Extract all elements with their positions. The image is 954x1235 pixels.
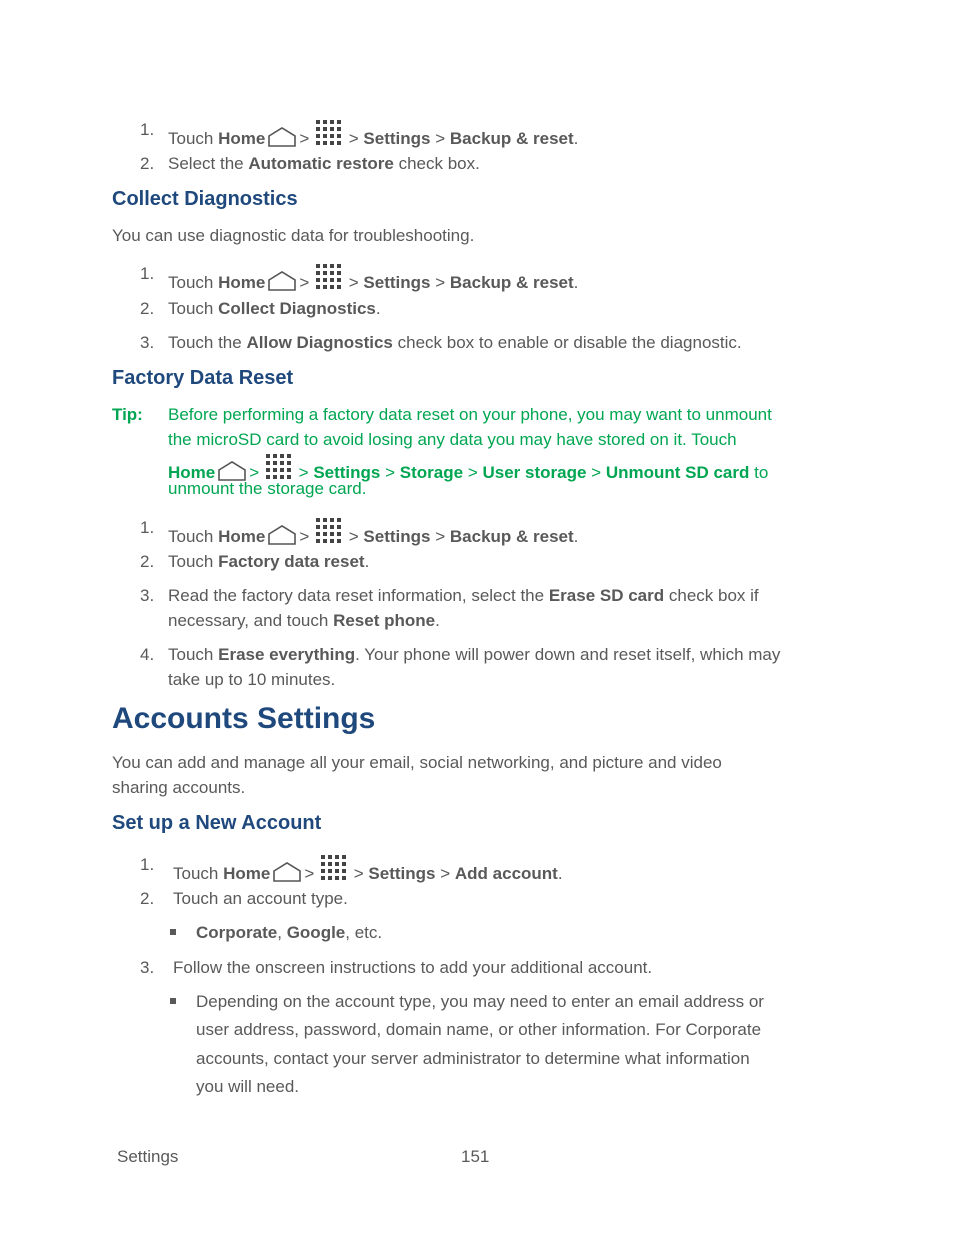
step-add-account: Touch Home > > Settings > Add account.	[173, 855, 563, 884]
step-erase-sd-line-1: Read the factory data reset information, select the Erase SD card check box if	[168, 586, 759, 605]
step-erase-everything-line-2: take up to 10 minutes.	[168, 670, 336, 689]
step-erase-everything-line-1: Touch Erase everything. Your phone will power down and reset itself, which may	[168, 645, 781, 664]
step-number: 2.	[140, 154, 155, 173]
heading-collect-diagnostics: Collect Diagnostics	[112, 188, 298, 210]
step-onscreen-instructions: Follow the onscreen instructions to add your additional account.	[173, 958, 653, 977]
home-icon	[267, 127, 297, 147]
apps-grid-icon	[321, 855, 347, 881]
page-title-accounts-settings: Accounts Settings	[112, 702, 376, 735]
footer-page-number: 151	[461, 1147, 490, 1166]
step-number: 3.	[140, 958, 155, 977]
accounts-intro-line-2: sharing accounts.	[112, 778, 246, 797]
step-number: 1.	[140, 120, 155, 139]
apps-grid-icon	[316, 120, 342, 146]
apps-grid-icon	[266, 454, 292, 480]
heading-set-up-new-account: Set up a New Account	[112, 812, 322, 834]
tip-line-2: the microSD card to avoid losing any data you may have stored on it. Touch	[168, 430, 737, 449]
step-number: 3.	[140, 586, 155, 605]
footer-section-name: Settings	[117, 1147, 179, 1166]
home-icon	[272, 862, 302, 882]
bullet-account-types: Corporate, Google, etc.	[196, 923, 383, 942]
home-icon	[267, 271, 297, 291]
step-allow-diagnostics: Touch the Allow Diagnostics check box to enable or disable the diagnostic.	[168, 333, 742, 352]
step-number: 4.	[140, 645, 155, 664]
bullet-note-line-3: accounts, contact your server administrator to determine what information	[196, 1049, 750, 1068]
home-icon	[217, 461, 247, 481]
tip-line-4: unmount the storage card.	[168, 479, 367, 498]
heading-factory-data-reset: Factory Data Reset	[112, 367, 294, 389]
step-number: 2.	[140, 552, 155, 571]
step-number: 2.	[140, 889, 155, 908]
step-backup-reset-1: Touch Home > > Settings > Backup & reset.	[168, 120, 578, 149]
step-account-type: Touch an account type.	[173, 889, 348, 908]
step-number: 3.	[140, 333, 155, 352]
step-automatic-restore: Select the Automatic restore check box.	[168, 154, 480, 173]
accounts-intro-line-1: You can add and manage all your email, social networking, and picture and video	[112, 753, 722, 772]
home-icon	[267, 525, 297, 545]
bullet-square	[170, 929, 176, 935]
step-number: 1.	[140, 518, 155, 537]
bullet-note-line-1: Depending on the account type, you may need to enter an email address or	[196, 992, 764, 1011]
collect-intro: You can use diagnostic data for troubleshooting.	[112, 226, 475, 245]
tip-label: Tip:	[112, 405, 143, 424]
tip-line-1: Before performing a factory data reset on your phone, you may want to unmount	[168, 405, 772, 424]
step-number: 1.	[140, 264, 155, 283]
step-erase-sd-line-2: necessary, and touch Reset phone.	[168, 611, 440, 630]
step-backup-reset-3: Touch Home > > Settings > Backup & reset.	[168, 518, 578, 547]
bullet-note-line-4: you will need.	[196, 1077, 300, 1096]
step-number: 2.	[140, 299, 155, 318]
step-backup-reset-2: Touch Home > > Settings > Backup & reset.	[168, 264, 578, 293]
step-collect-diagnostics: Touch Collect Diagnostics.	[168, 299, 381, 318]
bullet-square	[170, 998, 176, 1004]
tip-line-3: Home > > Settings > Storage > User storage > Unmount SD card to	[168, 454, 768, 483]
step-factory-data-reset: Touch Factory data reset.	[168, 552, 370, 571]
step-number: 1.	[140, 855, 155, 874]
apps-grid-icon	[316, 518, 342, 544]
apps-grid-icon	[316, 264, 342, 290]
bullet-note-line-2: user address, password, domain name, or other information. For Corporate	[196, 1020, 762, 1039]
